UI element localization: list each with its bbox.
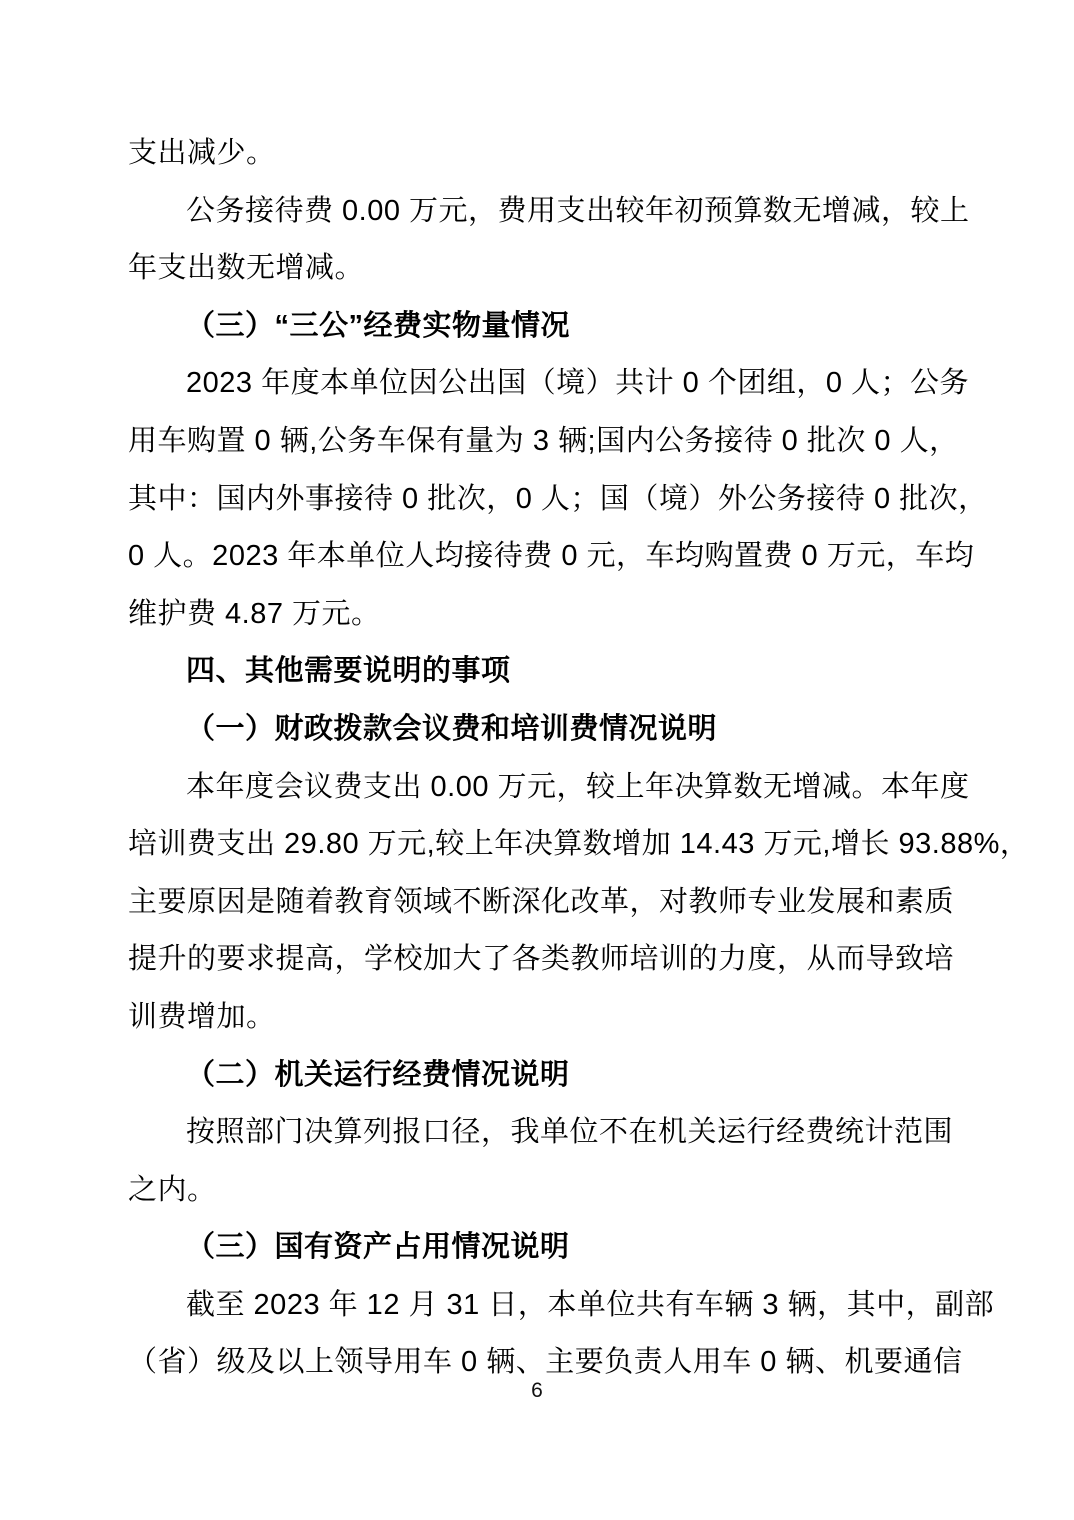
paragraph-line: 提升的要求提高，学校加大了各类教师培训的力度，从而导致培 [128, 943, 955, 976]
paragraph-line: 用车购置 0 辆,公务车保有量为 3 辆;国内公务接待 0 批次 0 人， [128, 424, 959, 457]
page-number: 6 [531, 1379, 543, 1402]
paragraph-line: 0 人。2023 年本单位人均接待费 0 元，车均购置费 0 万元，车均 [128, 540, 975, 573]
document-body [128, 125, 1030, 1392]
paragraph-line: 培训费支出 29.80 万元,较上年决算数增加 14.43 万元,增长 93.88%， [128, 828, 1030, 861]
paragraph-line: 按照部门决算列报口径，我单位不在机关运行经费统计范围 [186, 1116, 954, 1149]
chapter-heading: 四、其他需要说明的事项 [186, 655, 511, 688]
paragraph-line: 训费增加。 [128, 1000, 276, 1033]
paragraph-line: 本年度会议费支出 0.00 万元，较上年决算数无增减。本年度 [186, 770, 970, 803]
section-heading: （二）机关运行经费情况说明 [186, 1058, 570, 1091]
paragraph-line: 维护费 4.87 万元。 [128, 597, 381, 630]
paragraph-line: （省）级及以上领导用车 0 辆、主要负责人用车 0 辆、机要通信 [128, 1346, 963, 1379]
paragraph-line: 2023 年度本单位因公出国（境）共计 0 个团组，0 人；公务 [186, 367, 969, 400]
section-heading: （一）财政拨款会议费和培训费情况说明 [186, 712, 718, 745]
paragraph-line: 其中：国内外事接待 0 批次，0 人；国（境）外公务接待 0 批次， [128, 482, 988, 515]
paragraph-line: 截至 2023 年 12 月 31 日，本单位共有车辆 3 辆，其中，副部 [186, 1288, 995, 1321]
paragraph-line: 主要原因是随着教育领域不断深化改革，对教师专业发展和素质 [128, 885, 955, 918]
paragraph-line: 支出减少。 [128, 137, 276, 169]
paragraph-line: 公务接待费 0.00 万元，费用支出较年初预算数无增减，较上 [186, 194, 970, 227]
section-heading: （三）“三公”经费实物量情况 [186, 309, 571, 342]
section-heading: （三）国有资产占用情况说明 [186, 1231, 570, 1264]
paragraph-line: 之内。 [128, 1173, 217, 1206]
paragraph-line: 年支出数无增减。 [128, 252, 365, 285]
